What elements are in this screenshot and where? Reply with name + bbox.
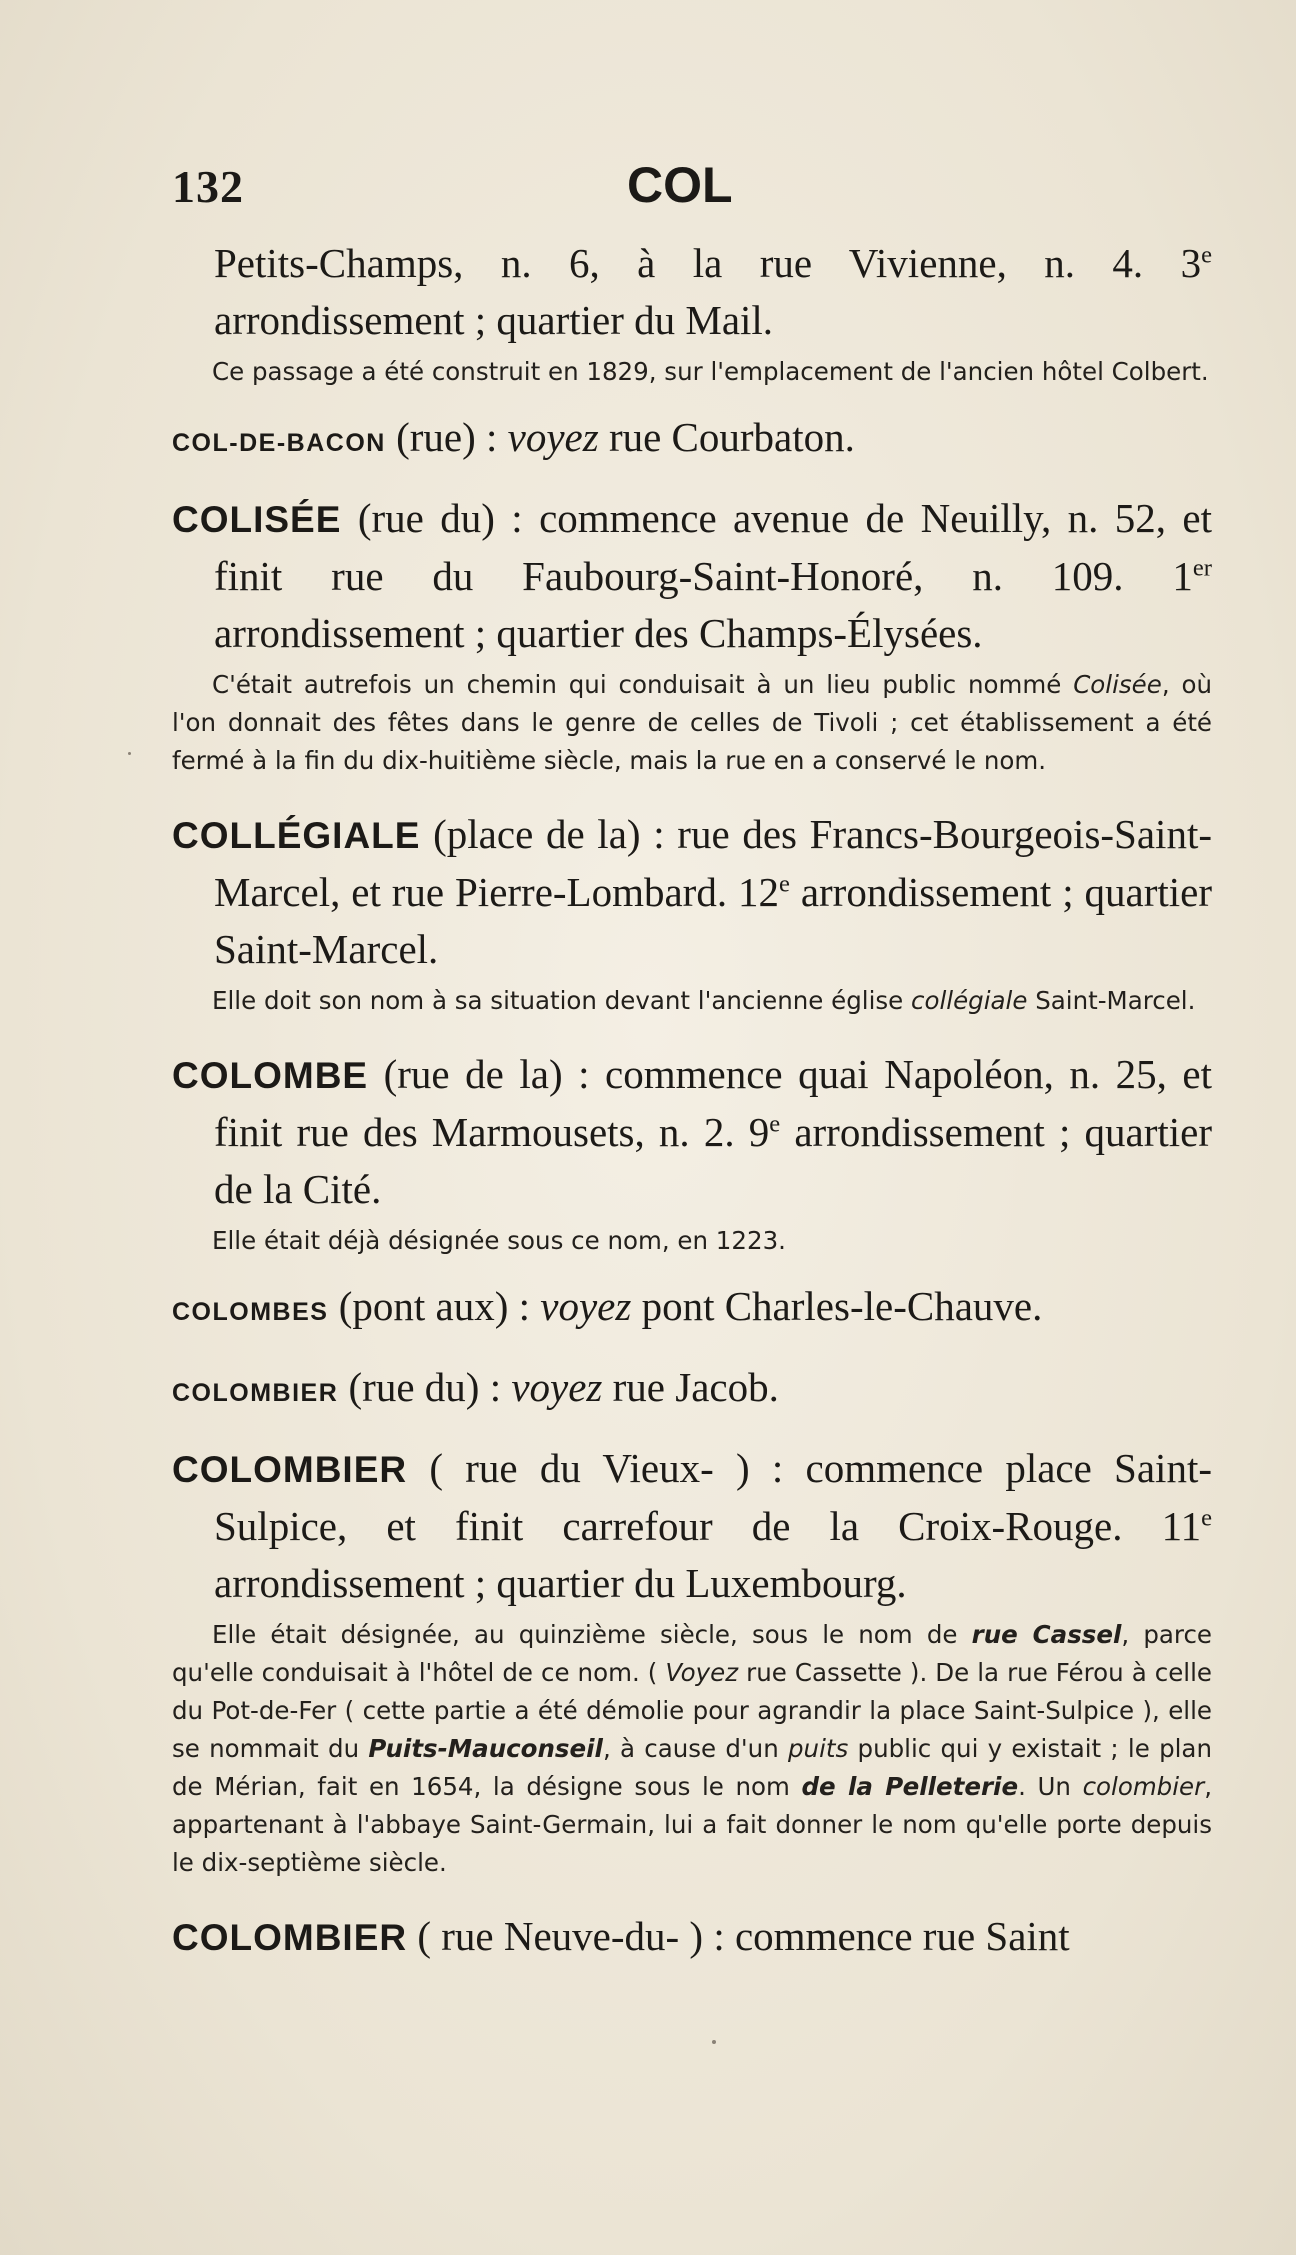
entry-heading: COLOMBIER — [172, 1917, 408, 1958]
entry-heading: COLOMBE — [172, 1055, 369, 1096]
entry-colombier-vieux — [172, 1440, 1212, 1882]
entry-text: COL-DE-BACON (rue) : voyez rue Courbaton. — [172, 414, 855, 460]
entry-note: Elle était désignée, au quinzième siècle, sous le nom de rue Cassel, parce qu'elle conduisait à l'hôtel de ce nom. ( Voyez rue Cassette ). De la rue Férou à celle du Pot-de-Fer ( cette partie a été démolie pour agrandir la place Saint-Sulpice ), elle se nommait du Puits-Mauconseil, à cause d'un puits public qui y existait ; le plan de Mérian, fait en 1654, la désigne sous le nom de la Pelleterie. Un colombier, appartenant à l'abbaye Saint-Germain, lui a fait donner le nom qu'elle porte depuis le dix-septième siècle. — [172, 1620, 1212, 1877]
paper-speck — [712, 2040, 716, 2044]
entry-heading: COLLÉGIALE — [172, 815, 421, 856]
entry-heading: COLOMBIER — [172, 1449, 408, 1490]
entry-note: Elle était déjà désignée sous ce nom, en 1223. — [212, 1226, 786, 1255]
page-header — [172, 157, 1172, 220]
entry-heading: COLOMBIER — [172, 1379, 339, 1407]
entry-text: COLOMBIER (rue du) : voyez rue Jacob. — [172, 1364, 779, 1410]
entry-petits-champs — [172, 235, 1212, 391]
entry-note: Elle doit son nom à sa situation devant l'ancienne église collégiale Saint-Marcel. — [212, 986, 1196, 1015]
page-content — [172, 235, 1212, 1966]
entry-col-de-bacon — [172, 409, 1212, 472]
entry-colombier — [172, 1359, 1212, 1422]
entry-collegiale — [172, 806, 1212, 1020]
entry-text: COLLÉGIALE (place de la) : rue des Francs-Bourgeois-Saint-Marcel, et rue Pierre-Lombard. 12e arrondissement ; quartier Saint-Marcel. — [172, 811, 1212, 972]
entry-colombe — [172, 1046, 1212, 1260]
entry-colisee — [172, 490, 1212, 780]
entry-note: C'était autrefois un chemin qui conduisait à un lieu public nommé Colisée, où l'on donnait des fêtes dans le genre de celles de Tivoli ; cet établissement a été fermé à la fin du dix-huitième siècle, mais la rue en a conservé le nom. — [172, 670, 1212, 775]
entry-heading: COLISÉE — [172, 499, 342, 540]
page-number: 132 — [172, 161, 244, 212]
running-head: COL — [627, 157, 733, 213]
entry-heading: COL-DE-BACON — [172, 429, 386, 457]
entry-text: COLOMBES (pont aux) : voyez pont Charles-le-Chauve. — [172, 1283, 1043, 1329]
paper-speck — [128, 752, 131, 755]
entry-colombes — [172, 1278, 1212, 1341]
entry-colombier-neuve — [172, 1908, 1212, 1966]
entry-text: COLOMBE (rue de la) : commence quai Napoléon, n. 25, et finit rue des Marmousets, n. 2. 9e arrondissement ; quartier de la Cité. — [172, 1051, 1212, 1212]
entry-note: Ce passage a été construit en 1829, sur l'emplacement de l'ancien hôtel Colbert. — [212, 357, 1209, 386]
entry-text: Petits-Champs, n. 6, à la rue Vivienne, n. 4. 3e arrondissement ; quartier du Mail. — [214, 240, 1212, 343]
entry-text: COLISÉE (rue du) : commence avenue de Neuilly, n. 52, et finit rue du Faubourg-Saint-Honoré, n. 109. 1er arrondissement ; quartier des Champs-Élysées. — [172, 495, 1212, 656]
entry-heading: COLOMBES — [172, 1298, 329, 1326]
entry-text: COLOMBIER ( rue Neuve-du- ) : commence rue Saint — [172, 1913, 1070, 1959]
entry-text: COLOMBIER ( rue du Vieux- ) : commence place Saint-Sulpice, et finit carrefour de la Croix-Rouge. 11e arrondissement ; quartier du Luxembourg. — [172, 1445, 1212, 1606]
